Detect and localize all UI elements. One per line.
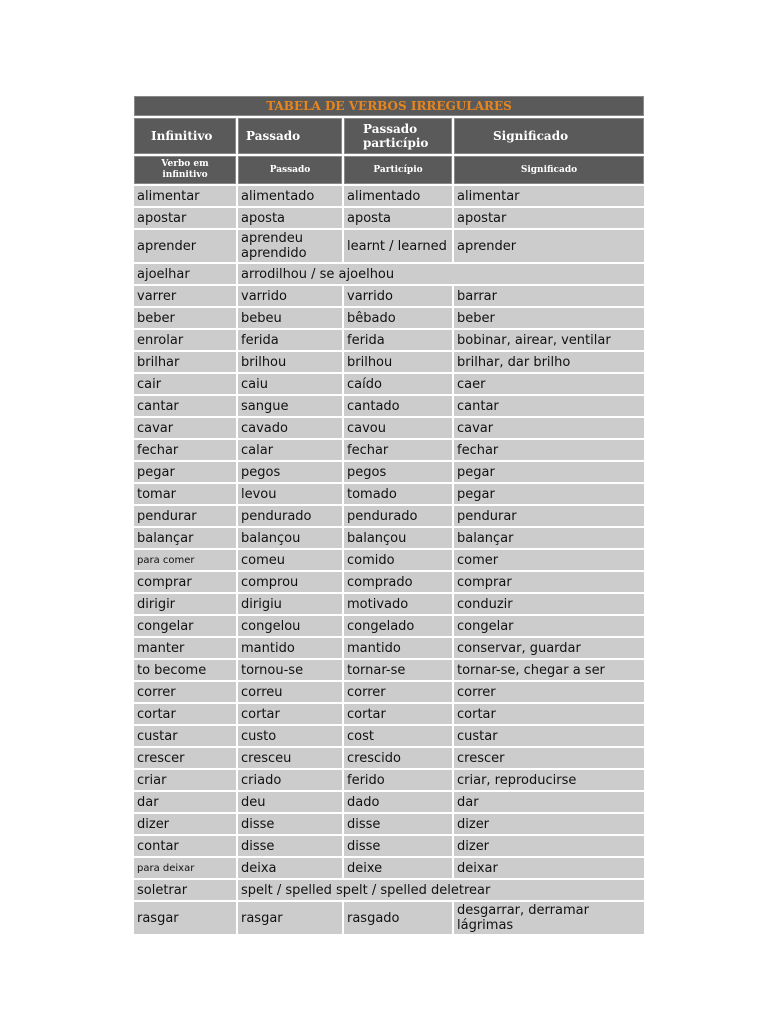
table-row	[134, 528, 644, 548]
subheader-row	[134, 156, 644, 184]
cell-col-2: ferida	[238, 330, 342, 350]
cell-col-2: disse	[238, 836, 342, 856]
cell-col-4: cantar	[454, 396, 644, 416]
cell-col-2: comeu	[238, 550, 342, 570]
cell-col-1: apostar	[134, 208, 236, 228]
header-passado-participio: Passado particípio	[344, 118, 452, 154]
cell-col-3: balançou	[344, 528, 452, 548]
cell-col-1: crescer	[134, 748, 236, 768]
cell-col-1: varrer	[134, 286, 236, 306]
cell-col-4: congelar	[454, 616, 644, 636]
cell-col-3: learnt / learned	[344, 230, 452, 262]
cell-col-4: crescer	[454, 748, 644, 768]
cell-col-4: conduzir	[454, 594, 644, 614]
cell-col-2: alimentado	[238, 186, 342, 206]
table-row	[134, 704, 644, 724]
cell-col-3: varrido	[344, 286, 452, 306]
header-significado: Significado	[454, 118, 644, 154]
cell-col-1: correr	[134, 682, 236, 702]
cell-col-2: pegos	[238, 462, 342, 482]
cell-col-4: caer	[454, 374, 644, 394]
cell-col-3: dado	[344, 792, 452, 812]
cell-col-1: beber	[134, 308, 236, 328]
cell-col-4: beber	[454, 308, 644, 328]
cell-col-2: disse	[238, 814, 342, 834]
cell-col-4: comprar	[454, 572, 644, 592]
cell-col-2: spelt / spelled spelt / spelled deletrear	[238, 880, 644, 900]
cell-col-1: para comer	[134, 550, 236, 570]
cell-col-4: aprender	[454, 230, 644, 262]
cell-col-4: cortar	[454, 704, 644, 724]
cell-col-4: alimentar	[454, 186, 644, 206]
table-row	[134, 308, 644, 328]
cell-col-2: brilhou	[238, 352, 342, 372]
header-row	[134, 118, 644, 154]
table-row	[134, 264, 644, 284]
cell-col-1: cavar	[134, 418, 236, 438]
cell-col-4: barrar	[454, 286, 644, 306]
cell-col-4: dar	[454, 792, 644, 812]
table-row	[134, 208, 644, 228]
cell-col-2: aprendeu aprendido	[238, 230, 342, 262]
cell-col-2: deu	[238, 792, 342, 812]
table-row	[134, 572, 644, 592]
cell-col-1: custar	[134, 726, 236, 746]
cell-col-3: caído	[344, 374, 452, 394]
cell-col-1: dar	[134, 792, 236, 812]
cell-col-1: pegar	[134, 462, 236, 482]
cell-col-1: rasgar	[134, 902, 236, 934]
cell-col-4: criar, reproducirse	[454, 770, 644, 790]
cell-col-4: custar	[454, 726, 644, 746]
table-row	[134, 682, 644, 702]
table-row	[134, 770, 644, 790]
cell-col-1: balançar	[134, 528, 236, 548]
cell-col-1: aprender	[134, 230, 236, 262]
table-row	[134, 836, 644, 856]
cell-col-4: apostar	[454, 208, 644, 228]
table-row	[134, 814, 644, 834]
table-row	[134, 286, 644, 306]
cell-col-2: comprou	[238, 572, 342, 592]
table-row	[134, 506, 644, 526]
cell-col-4: fechar	[454, 440, 644, 460]
cell-col-4: pendurar	[454, 506, 644, 526]
table-row	[134, 616, 644, 636]
cell-col-1: tomar	[134, 484, 236, 504]
cell-col-1: fechar	[134, 440, 236, 460]
cell-col-2: levou	[238, 484, 342, 504]
cell-col-3: deixe	[344, 858, 452, 878]
cell-col-4: desgarrar, derramar lágrimas	[454, 902, 644, 934]
cell-col-3: comido	[344, 550, 452, 570]
cell-col-4: dizer	[454, 836, 644, 856]
verb-table-body	[134, 96, 644, 934]
cell-col-1: brilhar	[134, 352, 236, 372]
cell-col-1: cair	[134, 374, 236, 394]
cell-col-1: ajoelhar	[134, 264, 236, 284]
cell-col-3: cost	[344, 726, 452, 746]
cell-col-2: deixa	[238, 858, 342, 878]
table-row	[134, 858, 644, 878]
cell-col-2: caiu	[238, 374, 342, 394]
cell-col-1: enrolar	[134, 330, 236, 350]
cell-col-3: crescido	[344, 748, 452, 768]
table-row	[134, 550, 644, 570]
table-title: TABELA DE VERBOS IRREGULARES	[134, 96, 644, 116]
table-row	[134, 462, 644, 482]
cell-col-2: custo	[238, 726, 342, 746]
cell-col-1: para deixar	[134, 858, 236, 878]
subheader-significado: Significado	[454, 156, 644, 184]
cell-col-2: arrodilhou / se ajoelhou	[238, 264, 644, 284]
table-row	[134, 484, 644, 504]
cell-col-2: congelou	[238, 616, 342, 636]
cell-col-1: congelar	[134, 616, 236, 636]
table-title-row	[134, 96, 644, 116]
table-row	[134, 726, 644, 746]
cell-col-3: pendurado	[344, 506, 452, 526]
cell-col-4: brilhar, dar brilho	[454, 352, 644, 372]
cell-col-4: balançar	[454, 528, 644, 548]
cell-col-1: manter	[134, 638, 236, 658]
cell-col-4: pegar	[454, 462, 644, 482]
cell-col-1: contar	[134, 836, 236, 856]
cell-col-3: comprado	[344, 572, 452, 592]
table-row	[134, 374, 644, 394]
cell-col-1: dizer	[134, 814, 236, 834]
cell-col-1: dirigir	[134, 594, 236, 614]
cell-col-3: ferido	[344, 770, 452, 790]
cell-col-3: mantido	[344, 638, 452, 658]
cell-col-2: cavado	[238, 418, 342, 438]
table-row	[134, 396, 644, 416]
cell-col-3: cantado	[344, 396, 452, 416]
cell-col-4: correr	[454, 682, 644, 702]
table-row	[134, 352, 644, 372]
table-row	[134, 330, 644, 350]
cell-col-1: cortar	[134, 704, 236, 724]
cell-col-2: varrido	[238, 286, 342, 306]
cell-col-3: ferida	[344, 330, 452, 350]
table-row	[134, 902, 644, 934]
cell-col-4: conservar, guardar	[454, 638, 644, 658]
cell-col-3: alimentado	[344, 186, 452, 206]
cell-col-2: cresceu	[238, 748, 342, 768]
cell-col-3: bêbado	[344, 308, 452, 328]
table-row	[134, 594, 644, 614]
table-row	[134, 660, 644, 680]
table-row	[134, 418, 644, 438]
cell-col-3: disse	[344, 836, 452, 856]
cell-col-3: disse	[344, 814, 452, 834]
cell-col-1: comprar	[134, 572, 236, 592]
table-row	[134, 880, 644, 900]
subheader-participio: Particípio	[344, 156, 452, 184]
cell-col-1: alimentar	[134, 186, 236, 206]
cell-col-3: correr	[344, 682, 452, 702]
cell-col-2: aposta	[238, 208, 342, 228]
cell-col-4: deixar	[454, 858, 644, 878]
cell-col-4: dizer	[454, 814, 644, 834]
cell-col-1: to become	[134, 660, 236, 680]
cell-col-2: pendurado	[238, 506, 342, 526]
cell-col-2: correu	[238, 682, 342, 702]
cell-col-3: tomado	[344, 484, 452, 504]
cell-col-3: aposta	[344, 208, 452, 228]
cell-col-3: brilhou	[344, 352, 452, 372]
cell-col-2: cortar	[238, 704, 342, 724]
table-row	[134, 186, 644, 206]
header-infinitivo: Infinitivo	[134, 118, 236, 154]
cell-col-3: pegos	[344, 462, 452, 482]
subheader-verbo: Verbo em infinitivo	[134, 156, 236, 184]
cell-col-2: criado	[238, 770, 342, 790]
verb-table	[132, 94, 646, 936]
table-row	[134, 440, 644, 460]
cell-col-2: balançou	[238, 528, 342, 548]
cell-col-2: bebeu	[238, 308, 342, 328]
cell-col-3: fechar	[344, 440, 452, 460]
cell-col-2: tornou-se	[238, 660, 342, 680]
cell-col-3: rasgado	[344, 902, 452, 934]
cell-col-3: congelado	[344, 616, 452, 636]
cell-col-3: cavou	[344, 418, 452, 438]
cell-col-2: sangue	[238, 396, 342, 416]
cell-col-2: mantido	[238, 638, 342, 658]
cell-col-2: dirigiu	[238, 594, 342, 614]
cell-col-4: tornar-se, chegar a ser	[454, 660, 644, 680]
cell-col-4: cavar	[454, 418, 644, 438]
cell-col-1: soletrar	[134, 880, 236, 900]
cell-col-3: tornar-se	[344, 660, 452, 680]
cell-col-1: criar	[134, 770, 236, 790]
cell-col-3: motivado	[344, 594, 452, 614]
table-row	[134, 638, 644, 658]
table-row	[134, 748, 644, 768]
table-row	[134, 792, 644, 812]
header-passado: Passado	[238, 118, 342, 154]
cell-col-2: calar	[238, 440, 342, 460]
cell-col-4: pegar	[454, 484, 644, 504]
cell-col-2: rasgar	[238, 902, 342, 934]
cell-col-4: comer	[454, 550, 644, 570]
cell-col-1: cantar	[134, 396, 236, 416]
table-row	[134, 230, 644, 262]
cell-col-3: cortar	[344, 704, 452, 724]
subheader-passado: Passado	[238, 156, 342, 184]
cell-col-1: pendurar	[134, 506, 236, 526]
cell-col-4: bobinar, airear, ventilar	[454, 330, 644, 350]
